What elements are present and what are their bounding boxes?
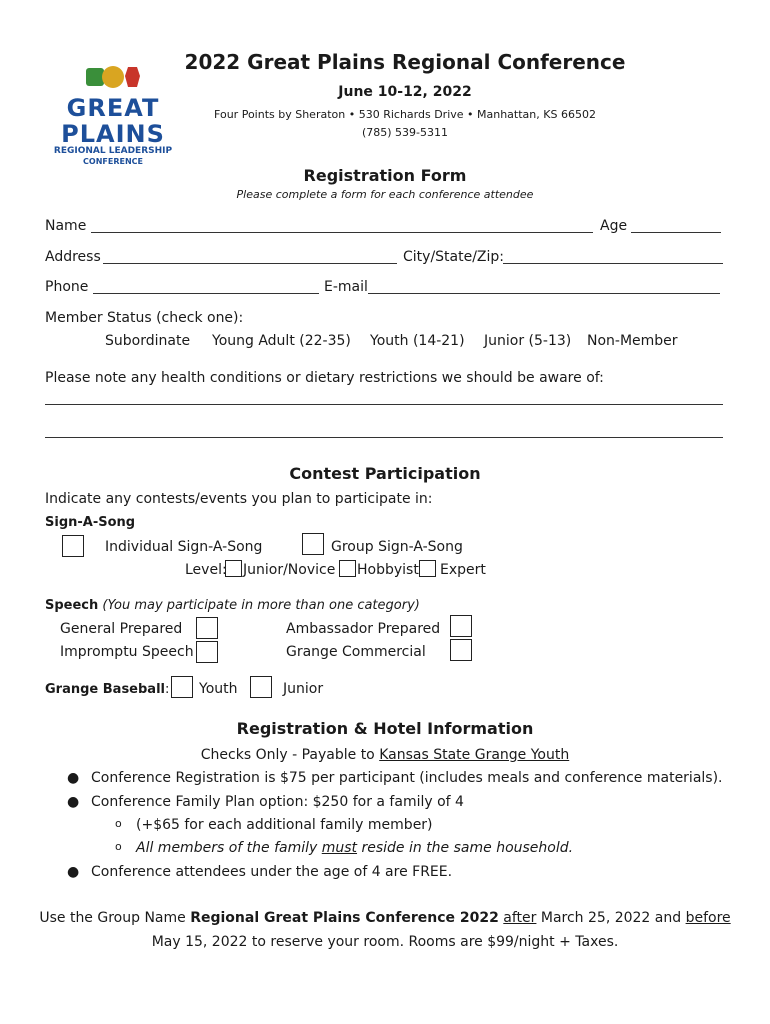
individual-sign-a-song-checkbox[interactable] xyxy=(62,535,84,557)
logo-line-4: CONFERENCE xyxy=(83,157,143,166)
grange-baseball-heading: Grange Baseball xyxy=(45,682,165,697)
sub2-post: reside in the same household. xyxy=(357,840,574,856)
registration-bullet-2: Conference Family Plan option: $250 for a family of 4 xyxy=(91,794,464,810)
ambassador-prepared-label: Ambassador Prepared xyxy=(286,621,441,637)
speech-heading: Speech xyxy=(45,598,99,613)
baseball-youth-checkbox[interactable] xyxy=(171,676,193,698)
email-field[interactable] xyxy=(368,293,720,294)
hotel-line-2: May 15, 2022 to reserve your room. Rooms are $99/night + Taxes. xyxy=(151,934,619,950)
address-field[interactable] xyxy=(103,263,397,264)
conference-logo xyxy=(53,62,173,172)
level-expert-label: Expert xyxy=(440,562,486,578)
hotel-after: after xyxy=(503,910,537,926)
speech-heading-row xyxy=(45,598,420,613)
payee: Kansas State Grange Youth xyxy=(379,747,570,763)
registration-bullet-1: Conference Registration is $75 per participant (includes meals and conference materials). xyxy=(91,770,723,786)
bullet-dot-2: ● xyxy=(67,794,80,810)
baseball-junior-checkbox[interactable] xyxy=(250,676,272,698)
level-expert-checkbox[interactable] xyxy=(419,560,436,577)
sign-a-song-heading: Sign-A-Song xyxy=(45,515,136,530)
bullet-dot-3: ● xyxy=(67,864,80,880)
age-label: Age xyxy=(600,218,628,234)
registration-title: Registration & Hotel Information xyxy=(236,719,534,738)
general-prepared-checkbox[interactable] xyxy=(196,617,218,639)
group-sign-a-song-checkbox[interactable] xyxy=(302,533,324,555)
phone-field[interactable] xyxy=(93,293,319,294)
level-hobbyist-label: Hobbyist xyxy=(357,562,419,578)
hotel-mid: March 25, 2022 and xyxy=(536,910,686,926)
hotel-line-1 xyxy=(0,910,770,926)
health-field-line-2[interactable] xyxy=(45,437,723,438)
contest-intro: Indicate any contests/events you plan to participate in: xyxy=(45,491,433,507)
city-field[interactable] xyxy=(503,263,723,264)
health-note: Please note any health conditions or dietary restrictions we should be aware of: xyxy=(45,370,604,386)
conference-phone: (785) 539-5311 xyxy=(361,126,449,139)
sub-bullet-dot-1: o xyxy=(115,817,122,830)
conference-venue: Four Points by Sheraton • 530 Richards Drive • Manhattan, KS 66502 xyxy=(214,108,596,121)
contest-title: Contest Participation xyxy=(289,464,481,483)
logo-badges-icon xyxy=(58,62,168,92)
individual-sign-a-song-label: Individual Sign-A-Song xyxy=(105,539,263,555)
name-label: Name xyxy=(45,218,87,234)
form-subtitle: Please complete a form for each conference attendee xyxy=(236,188,534,201)
sub2-must: must xyxy=(321,840,358,856)
registration-sub-1: (+$65 for each additional family member) xyxy=(136,817,433,833)
baseball-youth-label: Youth xyxy=(199,681,238,697)
registration-bullet-3: Conference attendees under the age of 4 are FREE. xyxy=(91,864,453,880)
checks-line xyxy=(0,747,770,763)
member-option-young-adult[interactable]: Young Adult (22-35) xyxy=(212,333,351,349)
grange-baseball-heading-row: Grange Baseball: xyxy=(45,682,170,697)
hotel-before: before xyxy=(685,910,731,926)
email-label: E-mail xyxy=(324,279,368,295)
bullet-dot-1: ● xyxy=(67,770,80,786)
general-prepared-label: General Prepared xyxy=(60,621,183,637)
member-status-label: Member Status (check one): xyxy=(45,310,244,326)
impromptu-speech-checkbox[interactable] xyxy=(196,641,218,663)
health-field-line-1[interactable] xyxy=(45,404,723,405)
grange-commercial-checkbox[interactable] xyxy=(450,639,472,661)
age-field[interactable] xyxy=(631,232,721,233)
impromptu-speech-label: Impromptu Speech xyxy=(60,644,194,660)
grange-commercial-label: Grange Commercial xyxy=(286,644,426,660)
member-option-youth[interactable]: Youth (14-21) xyxy=(370,333,465,349)
level-label: Level: xyxy=(185,562,227,578)
ambassador-prepared-checkbox[interactable] xyxy=(450,615,472,637)
group-sign-a-song-label: Group Sign-A-Song xyxy=(331,539,463,555)
checks-prefix: Checks Only - Payable to xyxy=(200,747,380,763)
baseball-junior-label: Junior xyxy=(283,681,324,697)
level-hobbyist-checkbox[interactable] xyxy=(339,560,356,577)
address-label: Address xyxy=(45,249,101,265)
hotel-pre: Use the Group Name xyxy=(39,910,191,926)
sub-bullet-dot-2: o xyxy=(115,840,122,853)
city-label: City/State/Zip: xyxy=(403,249,505,265)
speech-note: (You may participate in more than one category) xyxy=(102,598,420,613)
logo-line-1: GREAT xyxy=(66,94,160,122)
level-junior-checkbox[interactable] xyxy=(225,560,242,577)
registration-sub-2 xyxy=(136,840,573,856)
logo-line-3: REGIONAL LEADERSHIP xyxy=(53,146,173,156)
member-option-junior[interactable]: Junior (5-13) xyxy=(484,333,572,349)
sub2-pre: All members of the family xyxy=(136,840,322,856)
logo-line-2: PLAINS xyxy=(61,120,165,148)
conference-dates: June 10-12, 2022 xyxy=(338,84,472,100)
form-title: Registration Form xyxy=(303,166,467,185)
member-option-subordinate[interactable]: Subordinate xyxy=(105,333,191,349)
level-junior-label: Junior/Novice xyxy=(243,562,336,578)
conference-title: 2022 Great Plains Regional Conference xyxy=(184,50,626,74)
member-option-non-member[interactable]: Non-Member xyxy=(587,333,678,349)
hotel-group-name: Regional Great Plains Conference 2022 xyxy=(190,910,499,926)
name-field[interactable] xyxy=(91,232,593,233)
phone-label: Phone xyxy=(45,279,89,295)
